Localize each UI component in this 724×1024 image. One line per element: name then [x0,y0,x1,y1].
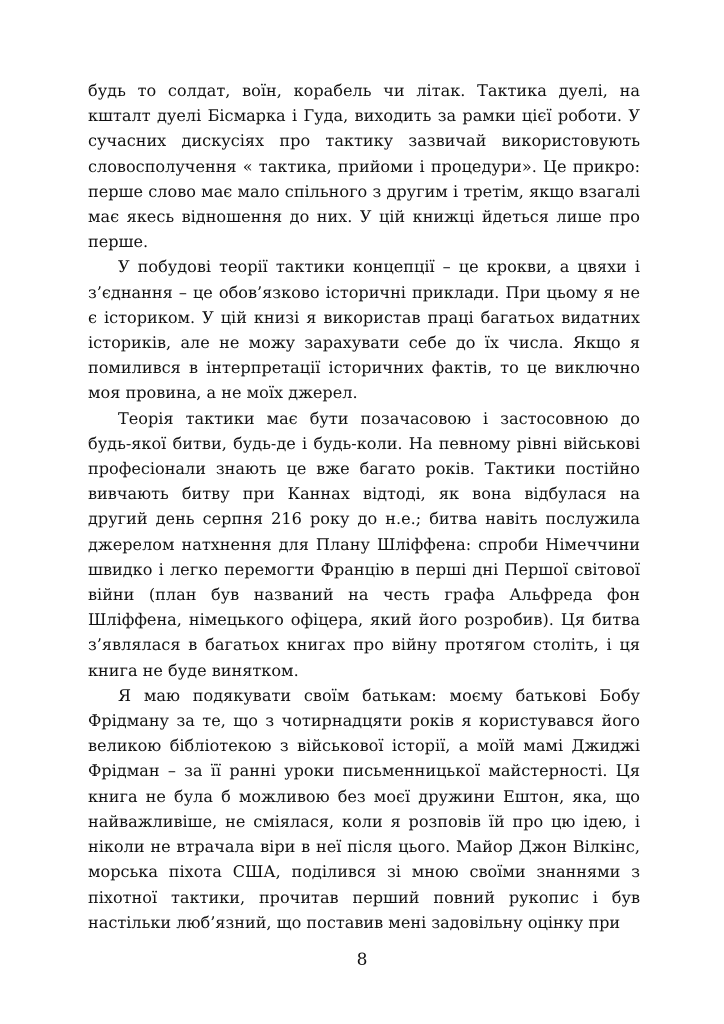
paragraph-1: будь то солдат, воїн, корабель чи літак. Тактика дуелі, на кшталт дуелі Бісмарка і Гуда, виходить за рамки цієї роботи. У сучасних дискусіях про тактику зазвичай використовують словосполучення « тактика, прийоми і процедури». Це прикро: перше слово має мало спільного з другим і третім, якщо взагалі має якесь відношення до них. У цій книжці йдеться лише про перше. [88,81,640,252]
page-number: 8 [356,950,368,970]
paragraph-4: Я маю подякувати своїм батькам: моєму батькові Бобу Фрідману за те, що з чотирнадцяти років я користувався його великою бібліотекою з військової історії, а моїй мамі Джиджі Фрідман – за її ранні уроки письменницької майстерності. Ця книга не була б можливою без моєї дружини Ештон, яка, що найважливіше, не сміялася, коли я розповів їй про цю ідею, і ніколи не втрачала віри в неї після цього. Майор Джон Вілкінс, морська піхота США, поділився зі мною своїми знаннями з піхотної тактики, прочитав перший повний рукопис і був настільки люб’язний, що поставив мені задовільну оцінку при [88,685,640,932]
body-text [88,78,640,935]
paragraph-3: Теорія тактики має бути позачасовою і застосовною до будь-якої битви, будь-де і будь-коли. На певному рівні військові професіонали знають це вже багато років. Тактики постійно вивчають битву при Каннах відтоді, як вона відбулася на другий день серпня 216 року до н.е.; битва навіть послужила джерелом натхнення для Плану Шліффена: спроби Німеччини швидко і легко перемогти Францію в перші дні Першої світової війни (план був названий на честь графа Альфреда фон Шліффена, німецького офіцера, який його розробив). Ця битва з’являлася в багатьох книгах про війну протягом століть, і ця книга не буде винятком. [88,408,640,680]
paragraph-2: У побудові теорії тактики концепції – це крокви, а цвяхи і з’єднання – це обов’язково історичні приклади. При цьому я не є істориком. У цій книзі я використав праці багатьох видатних істориків, але не можу зарахувати себе до їх числа. Якщо я помилився в інтерпретації історичних фактів, то це виключно моя провина, а не моїх джерел. [88,257,640,403]
